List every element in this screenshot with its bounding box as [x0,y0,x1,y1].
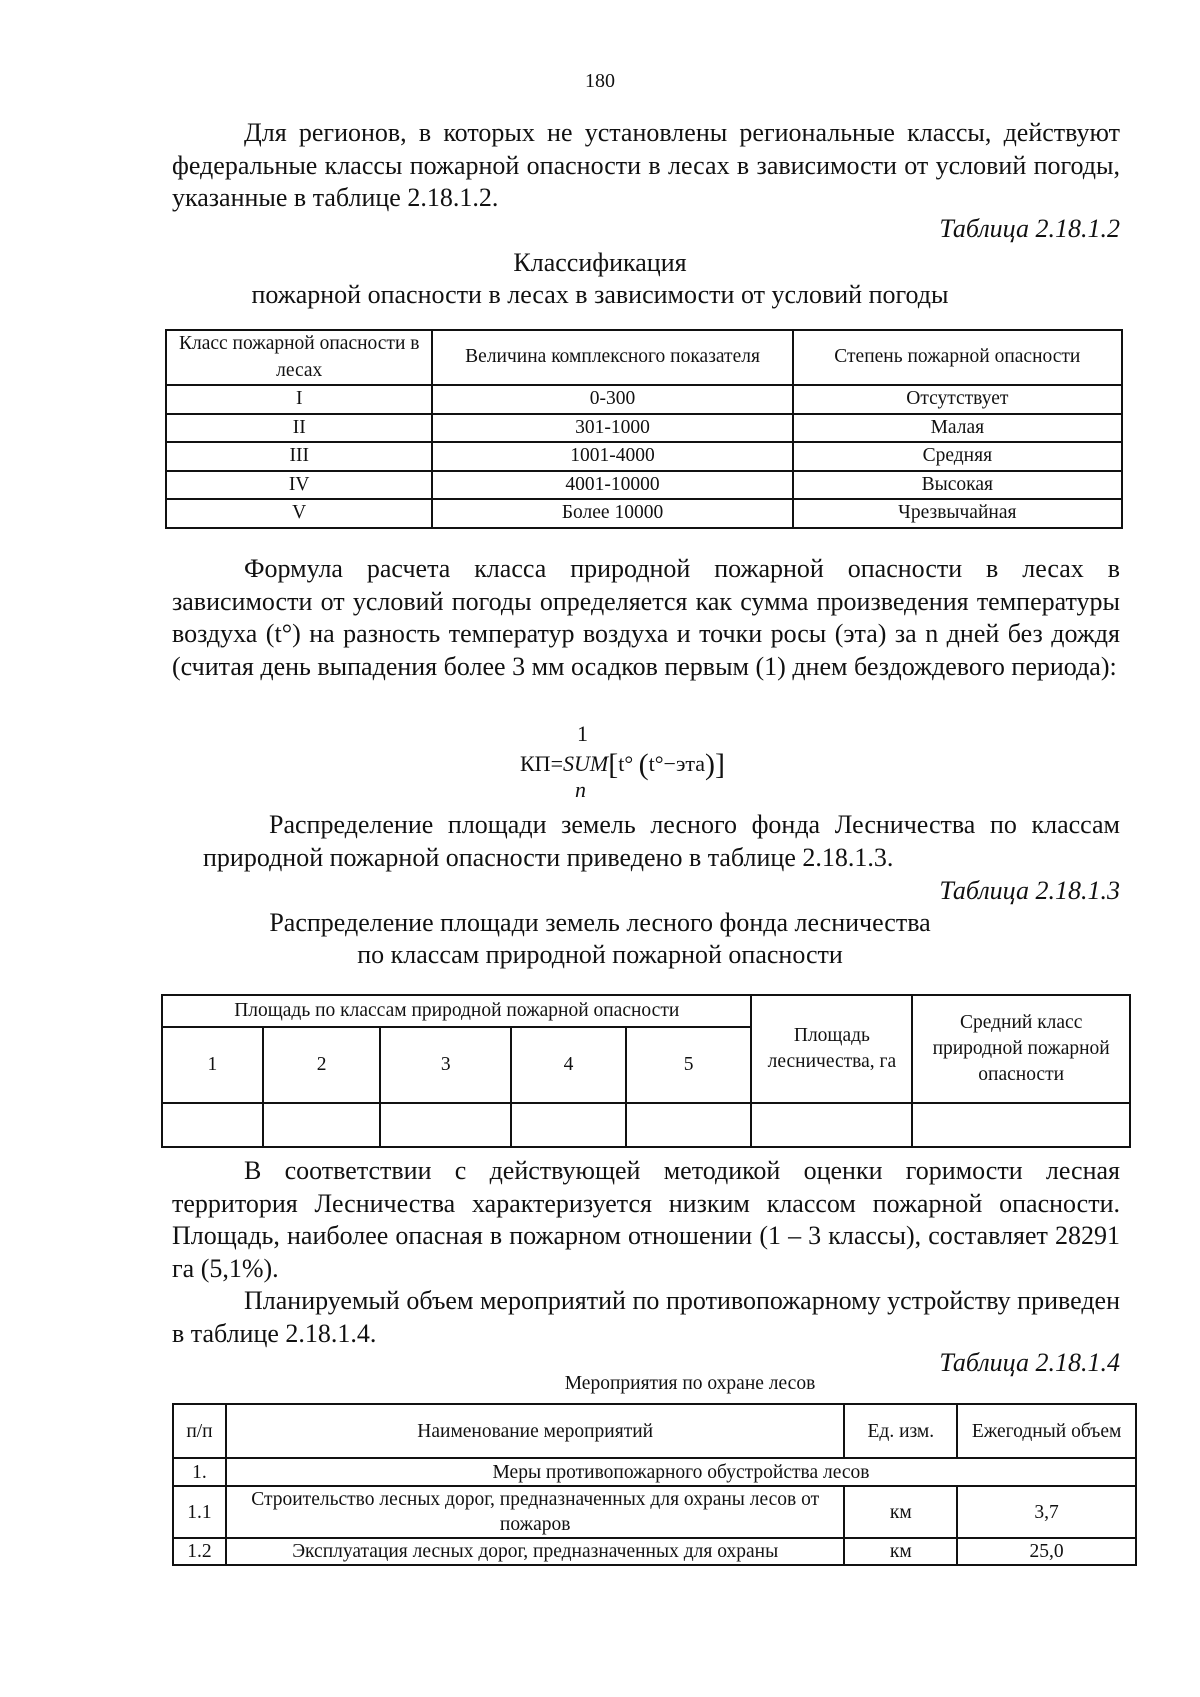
table-row [166,471,1122,500]
area-by-class-table [161,994,1131,1148]
header-cell: 4 [511,1027,626,1103]
forest-protection-measures-table [172,1403,1137,1566]
measure-value: 25,0 [957,1538,1136,1565]
paragraph-planned-volume: Планируемый объем мероприятий по противопожарному устройству приведен в таблице 2.18.1.4. [172,1286,1120,1348]
paragraph-distribution: Распределение площади земель лесного фонда Лесничества по классам природной пожарной опасности приведено в таблице 2.18.1.3. [203,810,1120,872]
paragraph-regions: Для регионов, в которых не установлены региональные классы, действуют федеральные классы пожарной опасности в лесах в зависимости от условий погоды, указанные в таблице 2.18.1.2. [172,118,1120,212]
table2-title-line2: по классам природной пожарной опасности [357,940,843,969]
paragraph-formula-description: Формула расчета класса природной пожарной опасности в лесах в зависимости от условий погоды определяется как сумма произведения температуры воздуха (t°) на разность температур воздуха и точки росы (эта) за n дней без дождя (считая день выпадения более 3 мм осадков первым (1) днем бездождевого периода): [172,554,1120,681]
table-cell: 4001-10000 [432,471,792,500]
table-cell: Средняя [793,442,1122,471]
measure-unit: км [844,1486,957,1538]
measure-name: Эксплуатация лесных дорог, предназначенных для охраны [226,1538,845,1565]
table3-caption: Мероприятия по охране лесов [564,1373,816,1394]
measure-unit: км [844,1538,957,1565]
header-cell: Класс пожарной опасности в лесах [166,330,432,385]
row-number: 1.2 [173,1538,226,1565]
header-cell: п/п [173,1404,226,1458]
header-cell: 2 [263,1027,381,1103]
table-cell: Чрезвычайная [793,499,1122,528]
measure-value: 3,7 [957,1486,1136,1538]
table-row [166,414,1122,443]
header-cell: Наименование мероприятий [226,1404,845,1458]
formula-equals: = [550,751,563,776]
header-cell: Величина комплексного показателя [432,330,792,385]
table-label-2-18-1-3: Таблица 2.18.1.3 [939,876,1120,905]
formula-sum: SUM [562,751,609,776]
section-title: Меры противопожарного обустройства лесов [226,1458,1136,1486]
table-cell [511,1103,626,1147]
table-cell [912,1103,1130,1147]
table-header-row [173,1404,1136,1458]
fire-danger-formula [520,721,780,801]
table-header-row [162,995,1130,1027]
table-cell: Малая [793,414,1122,443]
formula-close-bracket: ] [715,748,726,781]
table-title-line2: пожарной опасности в лесах в зависимости от условий погоды [251,280,949,309]
table-cell: Более 10000 [432,499,792,528]
header-cell: Площадь по классам природной пожарной опасности [162,995,751,1027]
table-cell: 0-300 [432,385,792,414]
table-cell: Отсутствует [793,385,1122,414]
paragraph-methodology: В соответствии с действующей методикой оценки горимости лесная территория Лесничества характеризуется низким классом пожарной опасности. Площадь, наиболее опасная в пожарном отношении (1 – 3 классы), составляет 28291 га (5,1%). [172,1156,1120,1283]
table-cell: II [166,414,432,443]
table-row [162,1103,1130,1147]
formula-diff: t°−эта [648,751,706,776]
table-cell [626,1103,752,1147]
header-cell: Ежегодный объем [957,1404,1136,1458]
table-cell [751,1103,912,1147]
table-header-row [166,330,1122,385]
formula-open-paren: ( [638,748,649,781]
table-row [173,1486,1136,1538]
row-number: 1.1 [173,1486,226,1538]
table-label-2-18-1-2: Таблица 2.18.1.2 [939,214,1120,243]
table-cell [162,1103,263,1147]
table-row [166,385,1122,414]
table-cell: 1001-4000 [432,442,792,471]
table-cell [263,1103,381,1147]
measure-name: Строительство лесных дорог, предназначенных для охраны лесов от пожаров [226,1486,845,1538]
header-cell: Ед. изм. [844,1404,957,1458]
formula-open-bracket: [ [608,748,619,781]
table-label-2-18-1-4: Таблица 2.18.1.4 [939,1348,1120,1377]
header-cell: Площадь лесничества, га [751,995,912,1103]
formula-t: t° [618,751,634,776]
section-number: 1. [173,1458,226,1486]
formula-numerator: 1 [577,721,588,746]
table-title-line1: Классификация [513,248,687,277]
header-cell: Средний класс природной пожарной опасности [912,995,1130,1103]
formula-body [520,748,725,782]
page-number: 180 [585,70,615,92]
table-cell: Высокая [793,471,1122,500]
table-cell: 301-1000 [432,414,792,443]
header-cell: Степень пожарной опасности [793,330,1122,385]
header-cell: 1 [162,1027,263,1103]
table-row [166,499,1122,528]
table-row [173,1538,1136,1565]
table-section-row [173,1458,1136,1486]
table-cell: III [166,442,432,471]
formula-lhs: КП [520,751,551,776]
table-cell: IV [166,471,432,500]
table2-title-line1: Распределение площади земель лесного фонда лесничества [269,908,931,937]
formula-denominator: n [575,777,586,802]
header-cell: 5 [626,1027,752,1103]
table-row [166,442,1122,471]
table-cell [380,1103,511,1147]
table-cell: I [166,385,432,414]
formula-close-paren: ) [705,748,716,781]
header-cell: 3 [380,1027,511,1103]
table-cell: V [166,499,432,528]
fire-class-table [165,329,1123,529]
